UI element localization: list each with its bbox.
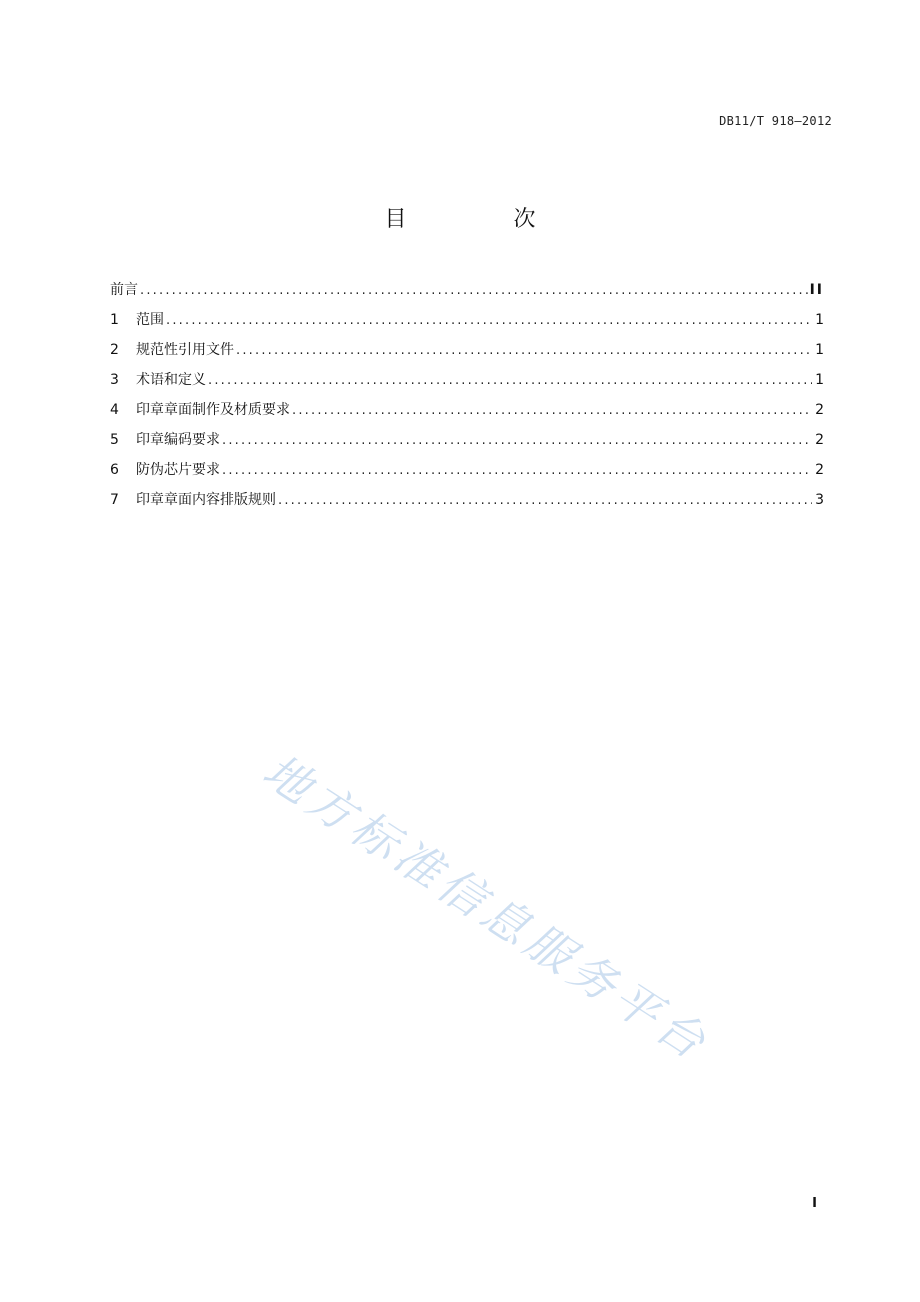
toc-entry[interactable] <box>110 399 824 429</box>
toc-entry-page: 3 <box>815 492 824 508</box>
document-code: DB11/T 918—2012 <box>719 114 832 128</box>
toc-dot-leader <box>278 493 812 508</box>
toc-entry[interactable] <box>110 459 824 489</box>
toc-entry-page: 2 <box>815 432 824 448</box>
toc-entry-page: 1 <box>815 312 824 328</box>
toc-entry-number: 2 <box>110 342 119 358</box>
toc-dot-leader <box>236 343 812 358</box>
toc-dot-leader <box>222 433 812 448</box>
toc-entry-page: 1 <box>815 372 824 388</box>
toc-entry-number: 4 <box>110 402 119 418</box>
toc-entry[interactable] <box>110 339 824 369</box>
toc-entry[interactable] <box>110 309 824 339</box>
toc-entry-number: 3 <box>110 372 119 388</box>
toc-entry-number: 5 <box>110 432 119 448</box>
toc-entry-number: 6 <box>110 462 119 478</box>
toc-entry-page: 1 <box>815 342 824 358</box>
toc-entry-label: 印章章面制作及材质要求 <box>136 402 290 418</box>
toc-entry-label: 范围 <box>136 312 164 328</box>
toc-title: 目 次 <box>384 207 586 232</box>
toc-entry-page: II <box>809 282 824 298</box>
toc-dot-leader <box>208 373 812 388</box>
toc-entry-preface[interactable] <box>110 279 824 309</box>
toc-entry-label: 防伪芯片要求 <box>136 462 220 478</box>
toc-entry-number: 7 <box>110 492 119 508</box>
toc-dot-leader <box>140 283 808 298</box>
page-number: I <box>812 1196 817 1211</box>
toc-entry-page: 2 <box>815 402 824 418</box>
watermark: 地方标准信息服务平台 <box>253 743 720 1072</box>
toc-entry[interactable] <box>110 489 824 519</box>
table-of-contents <box>110 279 824 519</box>
toc-entry-number: 1 <box>110 312 119 328</box>
toc-entry-label: 印章章面内容排版规则 <box>136 492 276 508</box>
toc-dot-leader <box>222 463 812 478</box>
toc-entry-label: 前言 <box>110 282 138 298</box>
toc-entry-page: 2 <box>815 462 824 478</box>
toc-dot-leader <box>292 403 812 418</box>
toc-dot-leader <box>166 313 812 328</box>
toc-entry-label: 术语和定义 <box>136 372 206 388</box>
toc-entry-label: 印章编码要求 <box>136 432 220 448</box>
toc-entry[interactable] <box>110 369 824 399</box>
toc-entry[interactable] <box>110 429 824 459</box>
toc-entry-label: 规范性引用文件 <box>136 342 234 358</box>
